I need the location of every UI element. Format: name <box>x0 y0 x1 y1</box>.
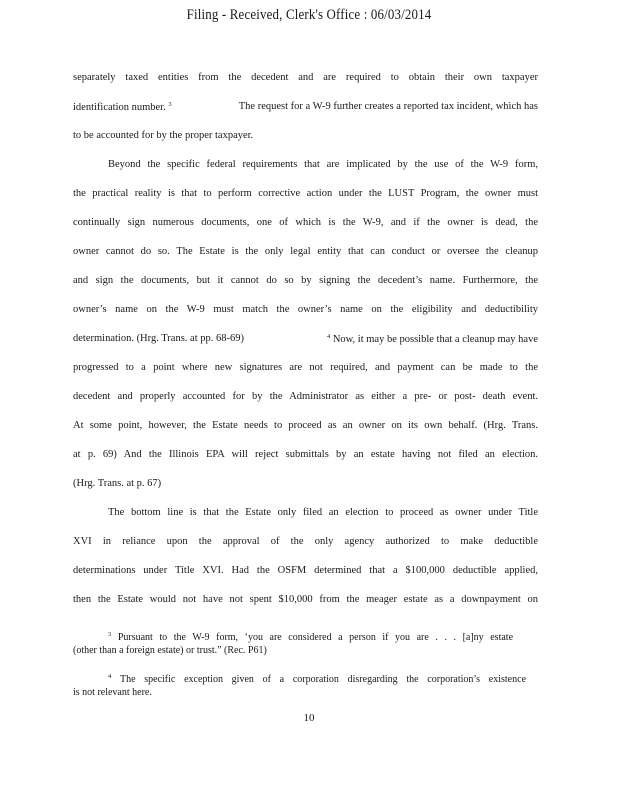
text-line: decedent and properly accounted for by the Administrator as either a pre- or post- death event. <box>73 391 538 402</box>
text-line: to be accounted for by the proper taxpayer. <box>73 130 254 141</box>
text-line: the practical reality is that to perform corrective action under the LUST Program, the owner must <box>73 188 538 199</box>
footnote-3-line-2: (other than a foreign estate) or trust.” (Rec. P61) <box>73 645 267 656</box>
text-line: then the Estate would not have not spent $10,000 from the meager estate as a downpayment on <box>73 594 538 605</box>
text-line: XVI in reliance upon the approval of the only agency authorized to make deductible <box>73 536 538 547</box>
footnote-ref: 4 <box>326 333 331 340</box>
text-line: determinations under Title XVI. Had the OSFM determined that a $100,000 deductible applied, <box>73 565 538 576</box>
text-line: at p. 69) And the Illinois EPA will reject submittals by an estate having not filed an election. <box>73 449 538 460</box>
text-line: Beyond the specific federal requirements that are implicated by the use of the W-9 form, <box>108 159 538 170</box>
text-line: owner cannot do so. The Estate is the only legal entity that can conduct or oversee the cleanup <box>73 246 538 257</box>
text-line: separately taxed entities from the decedent and are required to obtain their own taxpayer <box>73 72 538 83</box>
footnote-mark: 4 <box>108 673 112 680</box>
page-number: 10 <box>303 712 315 724</box>
text-segment: The request for a W-9 further creates a reported tax incident, which has <box>238 101 538 112</box>
text-line: The bottom line is that the Estate only filed an election to proceed as owner under Title <box>108 507 538 518</box>
text-line: progressed to a point where new signatures are not required, and payment can be made to the <box>73 362 538 373</box>
text-line <box>73 101 538 113</box>
text-line: At some point, however, the Estate needs to proceed as an owner on its own behalf. (Hrg. Trans. <box>73 420 538 431</box>
text-segment: determination. (Hrg. Trans. at pp. 68-69) <box>73 333 244 344</box>
footnote-text: The specific exception given of a corporation disregarding the corporation’s existence <box>119 674 527 685</box>
footnote-4-line-2: is not relevant here. <box>73 687 152 698</box>
text-line: and sign the documents, but it cannot do so by signing the decedent’s name. Furthermore, the <box>73 275 538 286</box>
footnote-ref: 3 <box>168 101 172 108</box>
text-segment: identification number. <box>73 102 166 113</box>
footnote-3-line-1 <box>108 631 513 643</box>
footnote-4-line-1 <box>108 673 526 685</box>
text-segment: Now, it may be possible that a cleanup may have <box>332 334 538 345</box>
text-line <box>73 333 538 345</box>
text-line: (Hrg. Trans. at p. 67) <box>73 478 162 489</box>
text-line: continually sign numerous documents, one of which is the W-9, and if the owner is dead, the <box>73 217 538 228</box>
text-line: owner’s name on the W-9 must match the owner’s name on the eligibility and deductibility <box>73 304 538 315</box>
footnote-mark: 3 <box>108 631 112 638</box>
filing-header: Filing - Received, Clerk's Office : 06/03/2014 <box>186 7 432 23</box>
footnote-text: Pursuant to the W-9 form, ‘you are considered a person if you are . . . [a]ny estate <box>117 632 514 643</box>
